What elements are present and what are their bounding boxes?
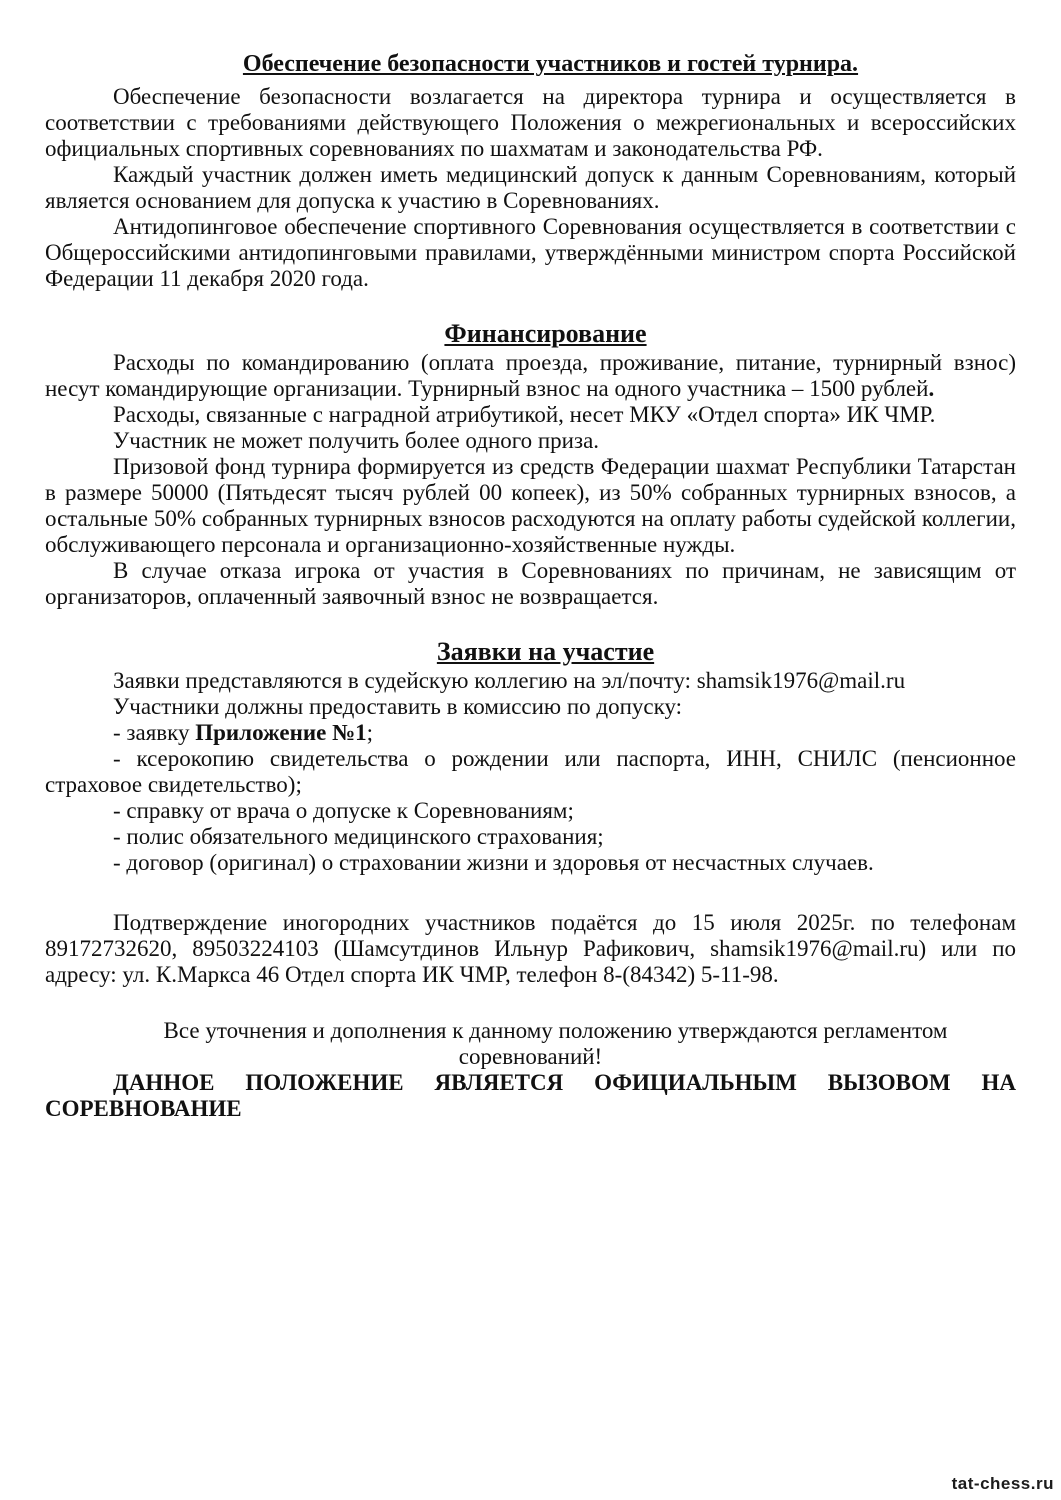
- applications-item-entry-form-appendix: Приложение №1: [195, 720, 367, 745]
- closing-note-line2: соревнований!: [458, 1044, 603, 1069]
- site-watermark: tat-chess.ru: [951, 1474, 1054, 1493]
- security-paragraph-antidoping: Антидопинговое обеспечение спортивного Соревнования осуществляется в соответствии с Общероссийскими антидопинговыми правилами, утверждёнными министром спорта Российской Федерации 11 декабря 2020 года.: [45, 214, 1016, 291]
- financing-section-heading: Финансирование: [444, 319, 647, 348]
- security-paragraph-medical-admission: Каждый участник должен иметь медицинский допуск к данным Соревнованиям, который является основанием для допуска к участию в Соревнованиях.: [45, 162, 1016, 213]
- financing-paragraph-one-prize: Участник не может получить более одного приза.: [113, 428, 600, 453]
- financing-paragraph-refund: В случае отказа игрока от участия в Соревнованиях по причинам, не зависящим от организаторов, оплаченный заявочный взнос не возвращается.: [45, 558, 1016, 609]
- section-security: [45, 50, 1016, 292]
- financing-paragraph-awards: Расходы, связанные с наградной атрибутикой, несет МКУ «Отдел спорта» ИК ЧМР.: [113, 402, 936, 427]
- security-section-heading: Обеспечение безопасности участников и гостей турнира.: [242, 51, 859, 77]
- security-paragraph-responsibility: Обеспечение безопасности возлагается на директора турнира и осуществляется в соответствии с требованиями действующего Положения о межрегиональных и всероссийских официальных спортивных соревнованиях по шахматам и законодательства РФ.: [45, 84, 1016, 161]
- applications-item-doctor-certificate: - справку от врача о допуске к Соревнованиям;: [113, 798, 574, 823]
- financing-paragraph-prize-fund: Призовой фонд турнира формируется из средств Федерации шахмат Республики Татарстан в размере 50000 (Пятьдесят тысяч рублей 00 копеек), из 50% собранных турнирных взносов, а остальные 50% собранных турнирных взносов расходуются на оплату работы судейской коллегии, обслуживающего персонала и организационно-хозяйственные нужды.: [45, 454, 1016, 557]
- applications-section-heading: Заявки на участие: [436, 637, 655, 666]
- closing-note-line1: Все уточнения и дополнения к данному положению утверждаются регламентом: [163, 1018, 948, 1043]
- section-applications: [45, 636, 1016, 876]
- applications-intro-commission: Участники должны предоставить в комиссию по допуску:: [113, 694, 683, 719]
- closing-note: [45, 1018, 1016, 1070]
- applications-item-life-insurance: - договор (оригинал) о страховании жизни и здоровья от несчастных случаев.: [113, 850, 874, 875]
- section-financing: [45, 318, 1016, 610]
- applications-item-entry-form-suffix: ;: [366, 720, 374, 745]
- financing-travel-costs-period: .: [928, 376, 935, 401]
- applications-item-medical-insurance: - полис обязательного медицинского страхования;: [113, 824, 604, 849]
- applications-item-documents-copy: - ксерокопию свидетельства о рождении или паспорта, ИНН, СНИЛС (пенсионное страховое свидетельство);: [45, 746, 1016, 797]
- applications-intro-email: Заявки представляются в судейскую коллегию на эл/почту: shamsik1976@mail.ru: [113, 668, 906, 693]
- section-closing: [45, 1018, 1016, 1122]
- financing-travel-costs-text: Расходы по командированию (оплата проезда, проживание, питание, турнирный взнос) несут командирующие организации. Турнирный взнос на одного участника – 1500 рублей: [45, 350, 1016, 401]
- applications-item-entry-form: [45, 720, 1016, 746]
- document-content: [45, 50, 1016, 1122]
- section-contacts: [45, 910, 1016, 988]
- contacts-paragraph-confirmation: Подтверждение иногородних участников подаётся до 15 июля 2025г. по телефонам 89172732620, 89503224103 (Шамсутдинов Ильнур Рафикович, shamsik1976@mail.ru) или по адресу: ул. К.Маркса 46 Отдел спорта ИК ЧМР, телефон 8-(84342) 5-11-98.: [45, 910, 1016, 987]
- official-invitation-statement: ДАННОЕ ПОЛОЖЕНИЕ ЯВЛЯЕТСЯ ОФИЦИАЛЬНЫМ ВЫЗОВОМ НА СОРЕВНОВАНИЕ: [45, 1070, 1016, 1121]
- applications-item-entry-form-prefix: - заявку: [113, 720, 196, 745]
- financing-paragraph-travel-costs: [45, 350, 1016, 402]
